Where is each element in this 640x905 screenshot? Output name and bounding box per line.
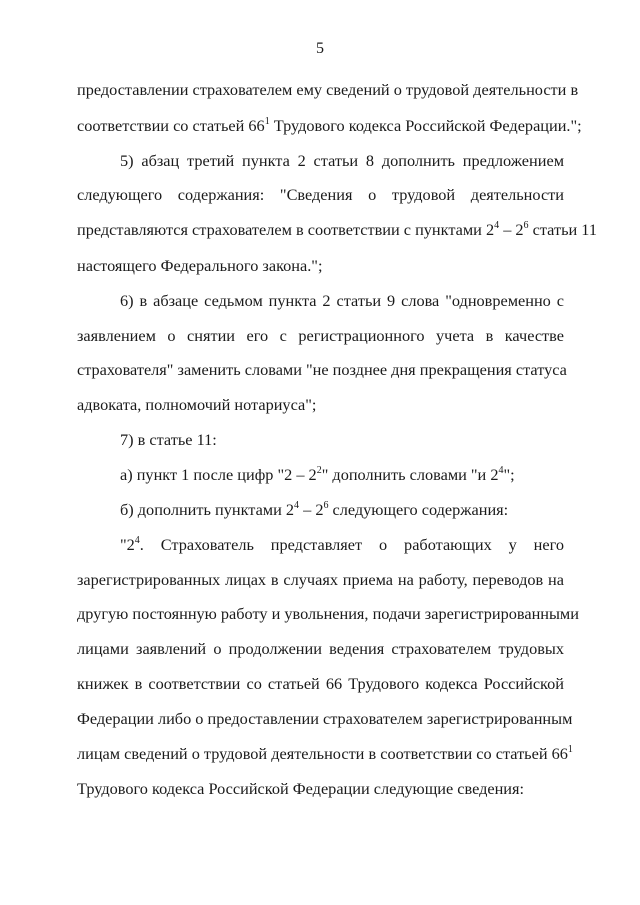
text-line: лицам сведений о трудовой деятельности в соответствии со статьей $66^1$	[77, 744, 573, 763]
text-line: зарегистрированных лицах в случаях приема на работу, переводов на	[77, 570, 564, 589]
text-line: адвоката, полномочий нотариуса";	[77, 395, 317, 414]
text-line: Федерации либо о предоставлении страхователем зарегистрированным	[77, 709, 573, 728]
text-line: 7) в статье 11:	[120, 430, 217, 449]
page-number: 5	[316, 40, 324, 57]
text-line: другую постоянную работу и увольнения, подачи зарегистрированными	[77, 604, 579, 623]
text-line: заявлением о снятии его с регистрационного учета в качестве	[77, 326, 564, 345]
text-line: Трудового кодекса Российской Федерации следующие сведения:	[77, 779, 525, 798]
text-line: настоящего Федерального закона.";	[77, 256, 323, 275]
text-line: соответствии со статьей $66^1$ Трудового кодекса Российской Федерации.";	[77, 116, 582, 135]
text-line: б) дополнить пунктами $2^4 - 2^6$ следующего содержания:	[120, 500, 509, 519]
text-line: страхователя" заменить словами "не позднее дня прекращения статуса	[77, 360, 567, 379]
text-line: лицами заявлений о продолжении ведения страхователем трудовых	[77, 639, 564, 658]
text-line: 6) в абзаце седьмом пункта 2 статьи 9 слова "одновременно с	[120, 291, 564, 310]
text-line: "$2^4$. Страхователь представляет о работающих у него	[120, 535, 564, 554]
text-line: предоставлении страхователем ему сведений о трудовой деятельности в	[77, 80, 579, 99]
text-line: а) пункт 1 после цифр "$2 - 2^2$" дополнить словами "и $2^4$";	[120, 465, 515, 484]
text-line: 5) абзац третий пункта 2 статьи 8 дополнить предложением	[120, 151, 564, 170]
text-line: книжек в соответствии со статьей 66 Трудового кодекса Российской	[77, 674, 564, 693]
text-line: следующего содержания: "Сведения о трудовой деятельности	[77, 185, 564, 204]
text-line: представляются страхователем в соответствии с пунктами $2^4 - 2^6$ статьи 11	[77, 220, 597, 239]
